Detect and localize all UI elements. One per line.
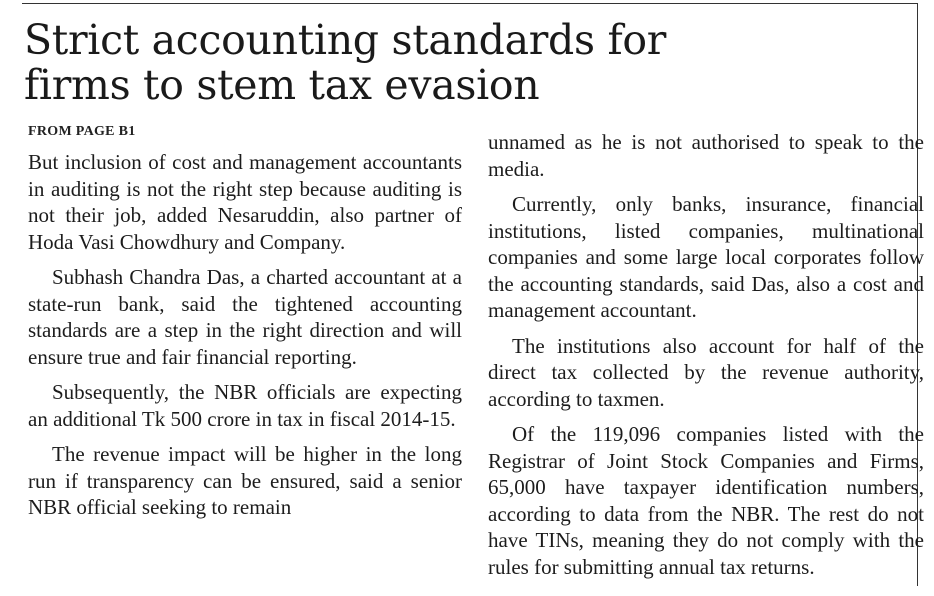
paragraph: The revenue impact will be higher in the long run if transparency can be ensured, said a senior NBR official seeking to remain bbox=[28, 442, 462, 519]
headline-line-1: Strict accounting standards for bbox=[24, 16, 667, 64]
left-column bbox=[28, 149, 462, 521]
dateline: FROM PAGE B1 bbox=[28, 124, 136, 139]
paragraph: But inclusion of cost and management accountants in auditing is not the right step because auditing is not their job, added Nesaruddin, also partner of Hoda Vasi Chowdhury and Company. bbox=[28, 150, 462, 254]
paragraph: Subsequently, the NBR officials are expecting an additional Tk 500 crore in tax in fiscal 2014-15. bbox=[28, 380, 462, 431]
paragraph: Currently, only banks, insurance, financial institutions, listed companies, multinational companies and some large local corporates follow the accounting standards, said Das, also a cost and management accountant. bbox=[488, 192, 924, 322]
paragraph: The institutions also account for half of the direct tax collected by the revenue authority, according to taxmen. bbox=[488, 333, 924, 411]
paragraph: unnamed as he is not authorised to speak to the media. bbox=[488, 130, 924, 181]
paragraph: Subhash Chandra Das, a charted accountant at a state-run bank, said the tightened accounting standards are a step in the right direction and will ensure true and fair financial reporting. bbox=[28, 265, 462, 369]
article-headline bbox=[24, 18, 904, 108]
right-column bbox=[488, 129, 924, 580]
paragraph: Of the 119,096 companies listed with the Registrar of Joint Stock Companies and Firms, 65,000 have taxpayer identification numbers, according to data from the NBR. The rest do not have TINs, meaning they do not comply with the rules for submitting annual tax returns. bbox=[488, 422, 924, 579]
headline-line-2: firms to stem tax evasion bbox=[24, 61, 540, 109]
top-border-rule bbox=[22, 3, 918, 4]
